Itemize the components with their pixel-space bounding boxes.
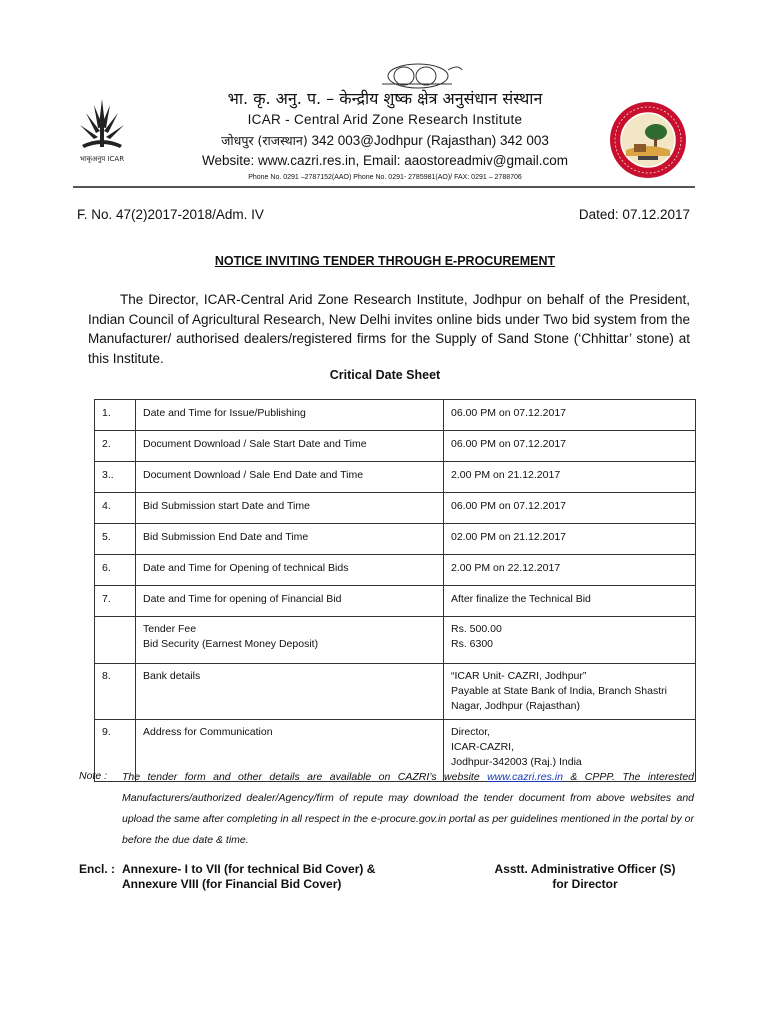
table-row [95, 493, 696, 524]
table-row [95, 462, 696, 493]
tender-fee-value: Rs. 500.00 [451, 623, 502, 635]
row-number: 2. [95, 431, 136, 462]
row-number: 5. [95, 524, 136, 555]
enclosure-text [122, 862, 375, 892]
critical-date-sheet-title: Critical Date Sheet [329, 368, 441, 382]
signatory-designation: Asstt. Administrative Officer (S) [494, 862, 676, 876]
cazri-website-link[interactable]: www.cazri.res.in [487, 771, 563, 783]
institute-name-hindi: भा. कृ. अनु. प. – केन्द्रीय शुष्क क्षेत्र अनुसंधान संस्थान [227, 89, 543, 108]
table-row [95, 400, 696, 431]
website-email-line: Website: www.cazri.res.in, Email: aaostoreadmiv@gmail.com [201, 153, 569, 168]
row-value: 06.00 PM on 07.12.2017 [444, 493, 696, 524]
row-item: Date and Time for Opening of technical Bids [136, 555, 444, 586]
file-number: F. No. 47(2)2017-2018/Adm. IV [77, 207, 264, 222]
row-number [95, 617, 136, 664]
row-value: 02.00 PM on 21.12.2017 [444, 524, 696, 555]
signatory-for: for Director [552, 877, 618, 891]
enclosure-line: Annexure- I to VII (for technical Bid Cover) & [122, 862, 376, 876]
cazri-seal-icon [608, 100, 688, 180]
note-label: Note : [79, 770, 108, 782]
row-item: Bank details [136, 664, 444, 720]
notice-body-text: The Director, ICAR-Central Arid Zone Research Institute, Jodhpur on behalf of the President, Indian Council of Agricultural Research, New Delhi invites online bids under Two bid system from the Manufacturer/ authorised dealers/registered firms for the Supply of Sand Stone (‘Chhittar’ stone) at this Institute. [88, 292, 690, 366]
address-line: Director, [451, 726, 491, 738]
institute-name-english: ICAR - Central Arid Zone Research Institute [247, 112, 523, 127]
date-line: Dated: 07.12.2017 [578, 207, 690, 222]
row-number: 3.. [95, 462, 136, 493]
bank-branch: Payable at State Bank of India, Branch Shastri Nagar, Jodhpur (Rajasthan) [451, 685, 667, 712]
notice-title: NOTICE INVITING TENDER THROUGH E-PROCUREMENT [214, 254, 556, 268]
tender-fee-label: Tender Fee [143, 623, 197, 635]
row-value: 06.00 PM on 07.12.2017 [444, 400, 696, 431]
row-value: After finalize the Technical Bid [444, 586, 696, 617]
note-text-before: The tender form and other details are available on CAZRI’s website [122, 771, 480, 783]
row-value [444, 664, 696, 720]
header-divider [73, 186, 695, 188]
icar-logo [72, 95, 132, 173]
table-row-fees [95, 617, 696, 664]
bank-payee: “ICAR Unit- CAZRI, Jodhpur” [451, 670, 587, 682]
table-row [95, 586, 696, 617]
row-item: Date and Time for Issue/Publishing [136, 400, 444, 431]
row-value: 2.00 PM on 21.12.2017 [444, 462, 696, 493]
critical-date-table [94, 399, 696, 782]
table-row [95, 555, 696, 586]
table-row-bank [95, 664, 696, 720]
row-item: Bid Submission End Date and Time [136, 524, 444, 555]
row-item: Bid Submission start Date and Time [136, 493, 444, 524]
enclosure-line: Annexure VIII (for Financial Bid Cover) [122, 877, 342, 891]
city-english: 342 003@Jodhpur (Rajasthan) 342 003 [311, 133, 549, 148]
bid-security-value: Rs. 6300 [451, 638, 494, 650]
row-value: 06.00 PM on 07.12.2017 [444, 431, 696, 462]
institute-address [150, 132, 620, 149]
row-number: 4. [95, 493, 136, 524]
row-number: 8. [95, 664, 136, 720]
row-value [444, 617, 696, 664]
bid-security-label: Bid Security (Earnest Money Deposit) [143, 638, 319, 650]
row-item: Address for Communication [136, 720, 444, 782]
table-row [95, 524, 696, 555]
row-item: Document Download / Sale End Date and Time [136, 462, 444, 493]
row-number: 6. [95, 555, 136, 586]
logo-left-text: भाकृअनुप ICAR [79, 155, 125, 163]
address-line: ICAR-CAZRI, [451, 741, 514, 753]
row-number: 7. [95, 586, 136, 617]
note-text-after: & CPPP. The interested Manufacturers/authorized dealer/Agency/firm of repute may download the tender document from above websites and upload the same after completing in all respect in the e-procure.gov.in portal as per guidelines mentioned in the portal by or before the due date & time. [122, 771, 694, 846]
row-value: 2.00 PM on 22.12.2017 [444, 555, 696, 586]
table-row [95, 431, 696, 462]
row-item: Date and Time for opening of Financial Bid [136, 586, 444, 617]
row-number: 1. [95, 400, 136, 431]
row-item: Document Download / Sale Start Date and Time [136, 431, 444, 462]
signature-block [470, 862, 700, 892]
notice-body [88, 290, 690, 368]
note-text [122, 767, 694, 851]
city-hindi: जोधपुर (राजस्थान) [221, 133, 308, 148]
row-number: 9. [95, 720, 136, 782]
row-item [136, 617, 444, 664]
enclosure-label: Encl. : [79, 862, 116, 876]
phone-line: Phone No. 0291 –2787152(AAO) Phone No. 0291- 2785981(AO)/ FAX: 0291 – 2788706 [248, 174, 522, 181]
address-line: Jodhpur-342003 (Raj.) India [451, 756, 582, 768]
